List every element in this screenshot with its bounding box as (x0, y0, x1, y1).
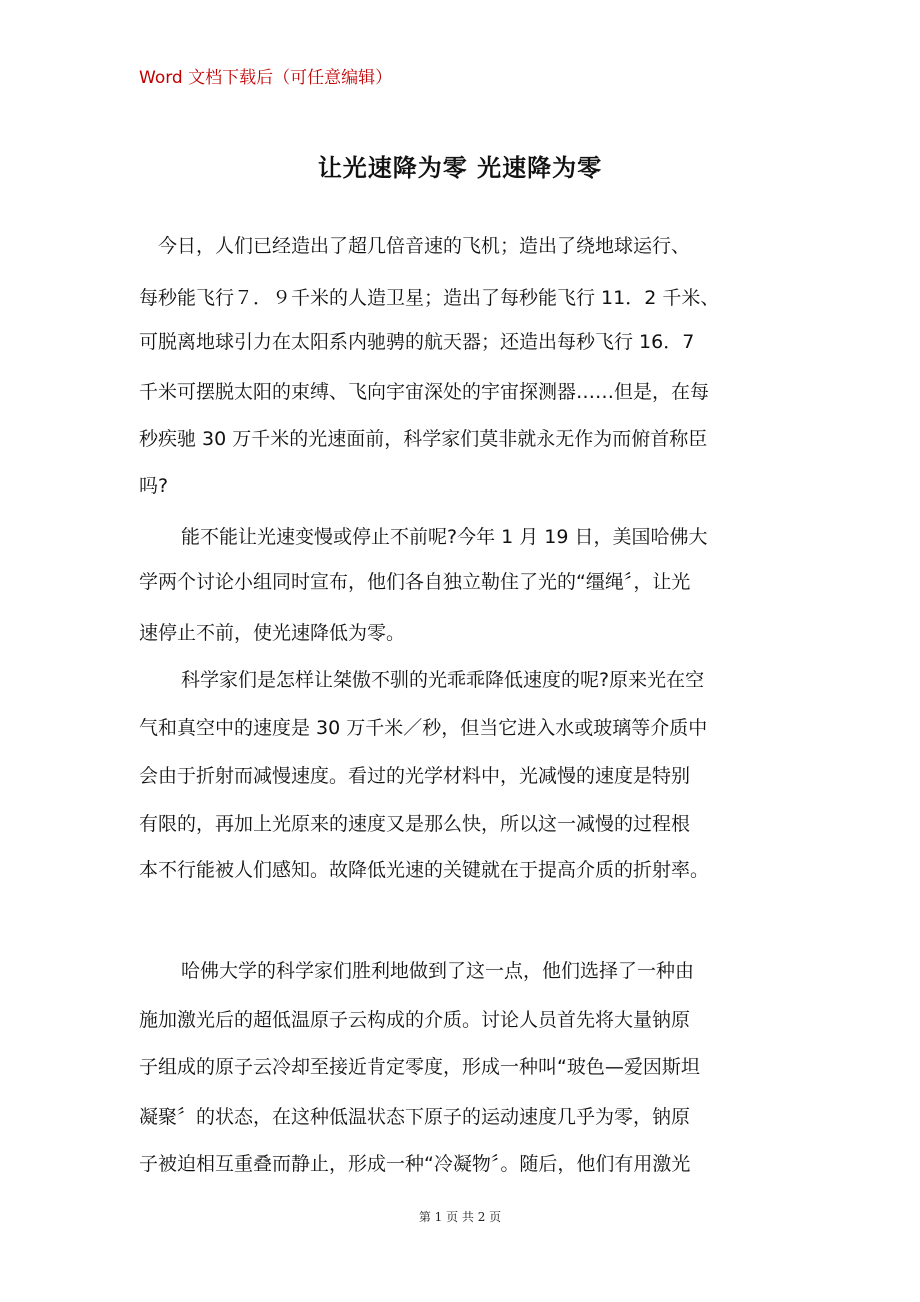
body-line: 子组成的原子云冷却至接近肯定零度，形成一种叫“玻色—爱因斯坦 (139, 1056, 700, 1078)
body-line: 千米可摆脱太阳的束缚、飞向宇宙深处的宇宙探测器……但是，在每 (139, 381, 710, 403)
document-title: 让光速降为零 光速降为零 (317, 154, 603, 182)
body-line: 科学家们是怎样让桀傲不驯的光乖乖降低速度的呢?原来光在空 (181, 669, 705, 691)
body-line: 能不能让光速变慢或停止不前呢?今年 1 月 19 日，美国哈佛大 (181, 526, 708, 548)
body-line: 可脱离地球引力在太阳系内驰骋的航天器；还造出每秒飞行 16．7 (139, 331, 695, 353)
body-line: 今日，人们已经造出了超几倍音速的飞机；造出了绕地球运行、 (139, 235, 691, 257)
body-line: 速停止不前，使光速降低为零。 (139, 622, 406, 644)
download-note: Word 文档下载后（可任意编辑） (139, 68, 393, 88)
body-line: 会由于折射而减慢速度。看过的光学材料中，光减慢的速度是特别 (139, 765, 691, 787)
body-line: 子被迫相互重叠而静止，形成一种“冷凝物〞。随后，他们有用激光 (139, 1153, 691, 1175)
body-line: 本不行能被人们感知。故降低光速的关键就在于提高介质的折射率。 (139, 859, 710, 881)
body-line: 秒疾驰 30 万千米的光速面前，科学家们莫非就永无作为而俯首称臣 (139, 428, 708, 450)
body-line: 每秒能飞行７．９千米的人造卫星；造出了每秒能飞行 11．2 千米、 (139, 287, 720, 309)
body-line: 哈佛大学的科学家们胜利地做到了这一点，他们选择了一种由 (181, 960, 695, 982)
body-line: 气和真空中的速度是 30 万千米／秒，但当它进入水或玻璃等介质中 (139, 717, 708, 739)
page-number: 第 1 页 共 2 页 (418, 1210, 502, 1224)
body-line: 施加激光后的超低温原子云构成的介质。讨论人员首先将大量钠原 (139, 1009, 691, 1031)
body-line: 有限的，再加上光原来的速度又是那么快，所以这一减慢的过程根 (139, 813, 691, 835)
body-line: 吗? (139, 475, 169, 497)
body-line: 凝聚〞的状态，在这种低温状态下原子的运动速度几乎为零，钠原 (139, 1106, 691, 1128)
body-line: 学两个讨论小组同时宣布，他们各自独立勒住了光的“缰绳〞，让光 (139, 571, 691, 593)
